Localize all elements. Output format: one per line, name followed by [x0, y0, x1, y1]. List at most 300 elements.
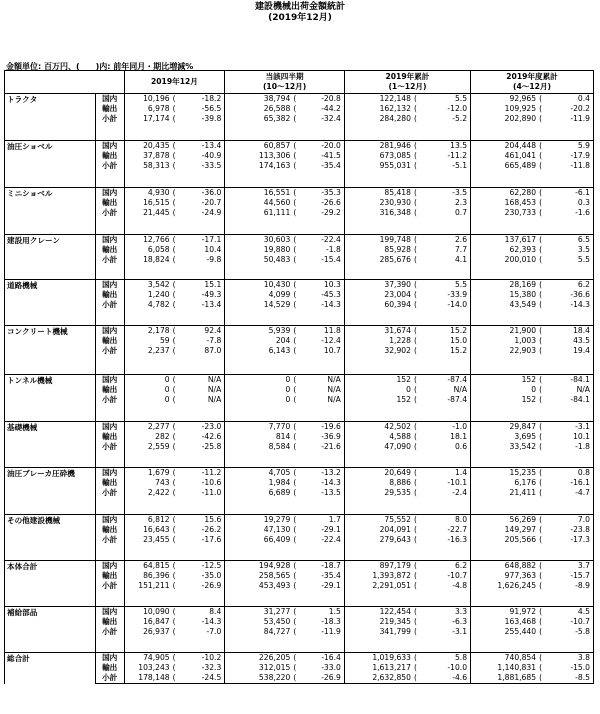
paren-open: ( [538, 607, 545, 618]
paren-open: ( [172, 571, 176, 580]
paren-open: ( [293, 627, 297, 636]
paren-open: ( [293, 488, 297, 497]
change-percent-cell: 7.7 [420, 245, 471, 255]
row-type-label: 小計 [95, 395, 124, 405]
paren-open: ( [172, 104, 176, 113]
change-percent-cell: -36.0 [178, 188, 225, 199]
change-percent-cell: 15.1 [178, 280, 225, 291]
row-type-label: 国内 [95, 607, 124, 618]
change-percent-cell: 10.3 [299, 280, 344, 291]
change-percent-cell: 6.2 [420, 561, 471, 572]
change-percent-cell: 5.5 [420, 94, 471, 105]
change-percent-cell: N/A [178, 375, 225, 386]
paren-open: ( [538, 141, 545, 152]
paren-open: ( [413, 581, 417, 590]
amount-cell: 14,529 [263, 300, 291, 309]
row-type-label: 小計 [95, 535, 124, 545]
row-type-label: 小計 [95, 346, 124, 356]
paren-open: ( [293, 198, 297, 207]
change-percent-cell: 87.0 [178, 346, 225, 356]
change-percent-cell: -12.4 [299, 336, 344, 346]
change-percent-cell: -24.9 [178, 208, 225, 218]
paren-open: ( [539, 255, 543, 264]
amount-cell: 4,588 [389, 432, 411, 441]
change-percent-cell: 13.5 [420, 141, 471, 152]
amount-cell: 461,041 [504, 151, 537, 160]
change-percent-cell: -6.1 [545, 188, 594, 199]
paren-open: ( [538, 422, 545, 433]
amount-cell: 47,090 [384, 442, 411, 451]
paren-open: ( [293, 673, 297, 682]
paren-open: ( [293, 535, 297, 544]
amount-cell: 16,847 [143, 617, 170, 626]
row-type-label: 国内 [95, 653, 124, 664]
header-quarter: 当該四半期 (10～12月) [225, 71, 345, 94]
paren-open: ( [172, 346, 176, 355]
amount-cell: 33,542 [509, 442, 537, 451]
amount-cell: 162,132 [379, 104, 411, 113]
amount-cell: 16,643 [143, 525, 170, 534]
amount-cell: 255,440 [504, 627, 537, 636]
amount-cell: 955,031 [379, 161, 411, 170]
change-percent-cell: -3.5 [420, 188, 471, 199]
paren-open: ( [538, 235, 545, 246]
change-percent-cell: 19.4 [545, 346, 594, 356]
paren-open: ( [293, 525, 297, 534]
amount-cell: 20,649 [344, 468, 413, 479]
change-percent-cell: 0.4 [545, 94, 594, 105]
amount-cell: 18,824 [143, 255, 170, 264]
change-percent-cell: N/A [178, 395, 225, 405]
change-percent-cell: -10.0 [420, 663, 471, 673]
change-percent-cell: 0.6 [420, 442, 471, 452]
change-percent-cell: 5.8 [420, 653, 471, 664]
amount-cell: 1,228 [389, 336, 411, 345]
amount-cell: 109,925 [504, 104, 537, 113]
amount-cell: 0 [285, 395, 291, 404]
row-type-label: 国内 [95, 235, 124, 246]
category-label: 基礎機械 [5, 422, 96, 468]
paren-open: ( [413, 561, 420, 572]
paren-open: ( [172, 375, 179, 386]
amount-cell: 15,235 [471, 468, 539, 479]
table-row [5, 326, 594, 337]
change-percent-cell: N/A [299, 395, 344, 405]
amount-cell: 219,345 [379, 617, 411, 626]
amount-cell: 137,617 [471, 235, 539, 246]
paren-open: ( [292, 607, 299, 618]
paren-open: ( [539, 432, 543, 441]
change-percent-cell: -15.0 [545, 663, 594, 673]
amount-cell: 37,878 [143, 151, 170, 160]
amount-cell: 743 [155, 478, 170, 487]
change-percent-cell: 92.4 [178, 326, 225, 337]
paren-open: ( [413, 663, 417, 672]
amount-cell: 50,483 [263, 255, 291, 264]
header-fiscal-cumulative: 2019年度累計 (4～12月) [471, 71, 594, 94]
paren-open: ( [172, 515, 179, 526]
paren-open: ( [413, 442, 417, 451]
change-percent-cell: -10.1 [420, 478, 471, 488]
paren-open: ( [172, 151, 176, 160]
change-percent-cell: -25.8 [178, 442, 225, 452]
paren-open: ( [413, 326, 420, 337]
paren-open: ( [293, 395, 297, 404]
paren-open: ( [539, 488, 543, 497]
change-percent-cell: -33.0 [299, 663, 344, 673]
paren-open: ( [539, 627, 543, 636]
paren-open: ( [539, 395, 543, 404]
paren-open: ( [539, 114, 543, 123]
paren-open: ( [293, 255, 297, 264]
amount-cell: 282 [155, 432, 170, 441]
paren-open: ( [413, 607, 420, 618]
paren-open: ( [172, 255, 176, 264]
paren-open: ( [293, 300, 297, 309]
change-percent-cell: -1.0 [420, 422, 471, 433]
change-percent-cell: 8.0 [420, 515, 471, 526]
change-percent-cell: -12.5 [178, 561, 225, 572]
row-type-label: 小計 [95, 114, 124, 124]
change-percent-cell: -12.0 [420, 104, 471, 114]
change-percent-cell: -22.4 [299, 535, 344, 545]
change-percent-cell: -8.9 [545, 581, 594, 591]
amount-cell: 23,455 [143, 535, 170, 544]
change-percent-cell: 15.2 [420, 346, 471, 356]
amount-cell: 0 [285, 385, 291, 394]
change-percent-cell: -4.7 [545, 488, 594, 498]
paren-open: ( [293, 478, 297, 487]
change-percent-cell: -5.2 [420, 114, 471, 124]
header-blank [5, 71, 125, 94]
row-type-label: 国内 [95, 468, 124, 479]
paren-open: ( [413, 208, 417, 217]
paren-open: ( [413, 627, 417, 636]
paren-open: ( [172, 188, 179, 199]
paren-open: ( [539, 581, 543, 590]
amount-cell: 26,937 [143, 627, 170, 636]
paren-open: ( [413, 255, 417, 264]
paren-open: ( [172, 581, 176, 590]
amount-cell: 284,280 [379, 114, 411, 123]
change-percent-cell: -1.8 [545, 442, 594, 452]
paren-open: ( [172, 627, 176, 636]
amount-cell: 226,205 [225, 653, 293, 664]
paren-open: ( [172, 535, 176, 544]
change-percent-cell: -16.4 [299, 653, 344, 664]
row-type-label: 輸出 [95, 104, 124, 114]
change-percent-cell: -3.1 [545, 422, 594, 433]
paren-open: ( [172, 422, 179, 433]
amount-cell: 2,422 [147, 488, 170, 497]
paren-open: ( [413, 151, 417, 160]
paren-open: ( [413, 535, 417, 544]
amount-cell: 31,277 [225, 607, 293, 618]
amount-cell: 740,854 [471, 653, 539, 664]
paren-open: ( [413, 468, 420, 479]
change-percent-cell: N/A [178, 385, 225, 395]
change-percent-cell: -36.9 [299, 432, 344, 442]
paren-open: ( [172, 245, 176, 254]
report-title: 建設機械出荷金額統計 [254, 2, 345, 12]
change-percent-cell: -7.8 [178, 336, 225, 346]
change-percent-cell: 7.0 [545, 515, 594, 526]
change-percent-cell: -17.6 [178, 535, 225, 545]
amount-cell: 1,019,633 [344, 653, 413, 664]
change-percent-cell: -40.9 [178, 151, 225, 161]
amount-cell: 60,394 [384, 300, 411, 309]
paren-open: ( [172, 395, 176, 404]
amount-cell: 312,015 [258, 663, 291, 672]
paren-open: ( [172, 525, 176, 534]
paren-open: ( [539, 346, 543, 355]
amount-cell: 21,900 [471, 326, 539, 337]
change-percent-cell: 10.1 [545, 432, 594, 442]
amount-cell: 814 [275, 432, 291, 441]
row-type-label: 小計 [95, 673, 124, 683]
amount-cell: 122,454 [344, 607, 413, 618]
table-row [5, 468, 594, 479]
change-percent-cell: N/A [545, 385, 594, 395]
change-percent-cell: -2.4 [420, 488, 471, 498]
amount-cell: 2,291,051 [372, 581, 411, 590]
amount-cell: 85,928 [384, 245, 411, 254]
change-percent-cell: -20.7 [178, 198, 225, 208]
change-percent-cell: N/A [299, 375, 344, 386]
paren-open: ( [293, 104, 297, 113]
header-year-cumulative: 2019年累計 (1～12月) [344, 71, 470, 94]
row-type-label: 輸出 [95, 432, 124, 442]
table-row [5, 141, 594, 152]
paren-open: ( [538, 94, 545, 105]
paren-open: ( [292, 653, 299, 664]
row-type-label: 輸出 [95, 290, 124, 300]
row-type-label: 小計 [95, 488, 124, 498]
amount-cell: 53,450 [263, 617, 291, 626]
change-percent-cell: 11.8 [299, 326, 344, 337]
amount-cell: 1,003 [514, 336, 537, 345]
amount-cell: 16,551 [225, 188, 293, 199]
change-percent-cell: 10.4 [178, 245, 225, 255]
change-percent-cell: -17.3 [545, 535, 594, 545]
paren-open: ( [292, 94, 299, 105]
change-percent-cell: -11.2 [178, 468, 225, 479]
amount-cell: 1,626,245 [497, 581, 537, 590]
amount-cell: 21,411 [509, 488, 537, 497]
change-percent-cell: -32.3 [178, 663, 225, 673]
paren-open: ( [539, 300, 543, 309]
paren-open: ( [413, 617, 417, 626]
paren-open: ( [172, 300, 176, 309]
amount-cell: 6,176 [514, 478, 537, 487]
amount-cell: 26,588 [263, 104, 291, 113]
amount-cell: 62,280 [471, 188, 539, 199]
change-percent-cell: -44.2 [299, 104, 344, 114]
row-type-label: 国内 [95, 515, 124, 526]
change-percent-cell: -14.3 [178, 617, 225, 627]
amount-cell: 149,297 [504, 525, 537, 534]
change-percent-cell: -11.0 [178, 488, 225, 498]
paren-open: ( [172, 468, 179, 479]
paren-open: ( [538, 561, 545, 572]
amount-cell: 122,148 [344, 94, 413, 105]
change-percent-cell: -18.2 [178, 94, 225, 105]
category-label: 油圧ショベル [5, 141, 96, 188]
amount-cell: 178,148 [138, 673, 170, 682]
paren-open: ( [172, 617, 176, 626]
amount-cell: 92,965 [471, 94, 539, 105]
change-percent-cell: -35.4 [299, 161, 344, 171]
change-percent-cell: 0.3 [545, 198, 594, 208]
category-label: 油圧ブレーカ圧砕機 [5, 468, 96, 515]
paren-open: ( [172, 663, 176, 672]
amount-cell: 91,972 [471, 607, 539, 618]
amount-cell: 113,306 [258, 151, 291, 160]
unit-note: 金額単位: 百万円、( )内: 前年同月・期比増減% [6, 62, 194, 71]
amount-cell: 168,453 [504, 198, 537, 207]
change-percent-cell: -45.3 [299, 290, 344, 300]
change-percent-cell: 5.5 [545, 255, 594, 265]
amount-cell: 5,939 [225, 326, 293, 337]
change-percent-cell: -20.0 [299, 141, 344, 152]
paren-open: ( [413, 488, 417, 497]
change-percent-cell: -11.9 [545, 114, 594, 124]
amount-cell: 1,679 [124, 468, 172, 479]
change-percent-cell: 10.7 [299, 346, 344, 356]
paren-open: ( [293, 432, 297, 441]
amount-cell: 3,542 [124, 280, 172, 291]
amount-cell: 1,240 [147, 290, 170, 299]
amount-cell: 10,196 [124, 94, 172, 105]
paren-open: ( [293, 581, 297, 590]
row-type-label: 輸出 [95, 478, 124, 488]
paren-open: ( [293, 663, 297, 672]
paren-open: ( [172, 442, 176, 451]
amount-cell: 977,363 [504, 571, 537, 580]
change-percent-cell: -19.6 [299, 422, 344, 433]
category-label: トンネル機械 [5, 375, 96, 422]
change-percent-cell: 15.0 [420, 336, 471, 346]
amount-cell: 8,584 [268, 442, 291, 451]
row-type-label: 輸出 [95, 151, 124, 161]
paren-open: ( [172, 290, 176, 299]
amount-cell: 16,515 [143, 198, 170, 207]
change-percent-cell: -24.5 [178, 673, 225, 683]
paren-open: ( [293, 385, 297, 394]
change-percent-cell: -29.2 [299, 208, 344, 218]
change-percent-cell: 2.3 [420, 198, 471, 208]
paren-open: ( [292, 141, 299, 152]
amount-cell: 19,279 [225, 515, 293, 526]
paren-open: ( [172, 94, 179, 105]
amount-cell: 6,058 [147, 245, 170, 254]
row-type-label: 輸出 [95, 663, 124, 673]
change-percent-cell: N/A [420, 385, 471, 395]
paren-open: ( [293, 114, 297, 123]
paren-open: ( [539, 571, 543, 580]
change-percent-cell: 1.7 [299, 515, 344, 526]
paren-open: ( [293, 290, 297, 299]
table-row [5, 561, 594, 572]
amount-cell: 30,603 [225, 235, 293, 246]
table-row [5, 94, 594, 105]
paren-open: ( [538, 280, 545, 291]
change-percent-cell: 3.7 [545, 561, 594, 572]
change-percent-cell: -8.5 [545, 673, 594, 683]
amount-cell: 200,010 [504, 255, 537, 264]
change-percent-cell: -26.2 [178, 525, 225, 535]
change-percent-cell: -41.5 [299, 151, 344, 161]
amount-cell: 205,566 [504, 535, 537, 544]
amount-cell: 281,946 [344, 141, 413, 152]
change-percent-cell: -13.4 [178, 300, 225, 310]
amount-cell: 0 [225, 375, 293, 386]
change-percent-cell: -18.3 [299, 617, 344, 627]
change-percent-cell: -16.3 [420, 535, 471, 545]
change-percent-cell: -32.4 [299, 114, 344, 124]
paren-open: ( [413, 104, 417, 113]
paren-open: ( [413, 290, 417, 299]
amount-cell: 152 [344, 375, 413, 386]
category-label: ミニショベル [5, 188, 96, 235]
paren-open: ( [413, 432, 417, 441]
change-percent-cell: -35.4 [299, 571, 344, 581]
row-type-label: 輸出 [95, 198, 124, 208]
amount-cell: 0 [406, 385, 411, 394]
amount-cell: 22,903 [509, 346, 537, 355]
amount-cell: 15,380 [509, 290, 537, 299]
row-type-label: 国内 [95, 280, 124, 291]
paren-open: ( [413, 525, 417, 534]
change-percent-cell: N/A [299, 385, 344, 395]
change-percent-cell: -29.1 [299, 525, 344, 535]
amount-cell: 1,984 [268, 478, 291, 487]
change-percent-cell: -17.9 [545, 151, 594, 161]
change-percent-cell: 8.4 [178, 607, 225, 618]
amount-cell: 28,169 [471, 280, 539, 291]
paren-open: ( [292, 561, 299, 572]
table-row [5, 188, 594, 199]
row-type-label: 小計 [95, 300, 124, 310]
change-percent-cell: -56.5 [178, 104, 225, 114]
paren-open: ( [413, 300, 417, 309]
paren-open: ( [172, 326, 179, 337]
change-percent-cell: 6.5 [545, 235, 594, 246]
paren-open: ( [413, 375, 420, 386]
paren-open: ( [539, 663, 543, 672]
paren-open: ( [539, 104, 543, 113]
paren-open: ( [293, 161, 297, 170]
amount-cell: 202,890 [504, 114, 537, 123]
amount-cell: 2,237 [147, 346, 170, 355]
change-percent-cell: 18.4 [545, 326, 594, 337]
change-percent-cell: -13.2 [299, 468, 344, 479]
paren-open: ( [413, 653, 420, 664]
change-percent-cell: -9.8 [178, 255, 225, 265]
paren-open: ( [538, 375, 545, 386]
amount-cell: 103,243 [138, 663, 170, 672]
amount-cell: 163,468 [504, 617, 537, 626]
amount-cell: 64,815 [124, 561, 172, 572]
amount-cell: 1,881,685 [497, 673, 537, 682]
paren-open: ( [172, 208, 176, 217]
paren-open: ( [413, 114, 417, 123]
change-percent-cell: -13.4 [178, 141, 225, 152]
change-percent-cell: -26.6 [299, 198, 344, 208]
amount-cell: 285,676 [379, 255, 411, 264]
paren-open: ( [172, 198, 176, 207]
amount-cell: 62,393 [509, 245, 537, 254]
